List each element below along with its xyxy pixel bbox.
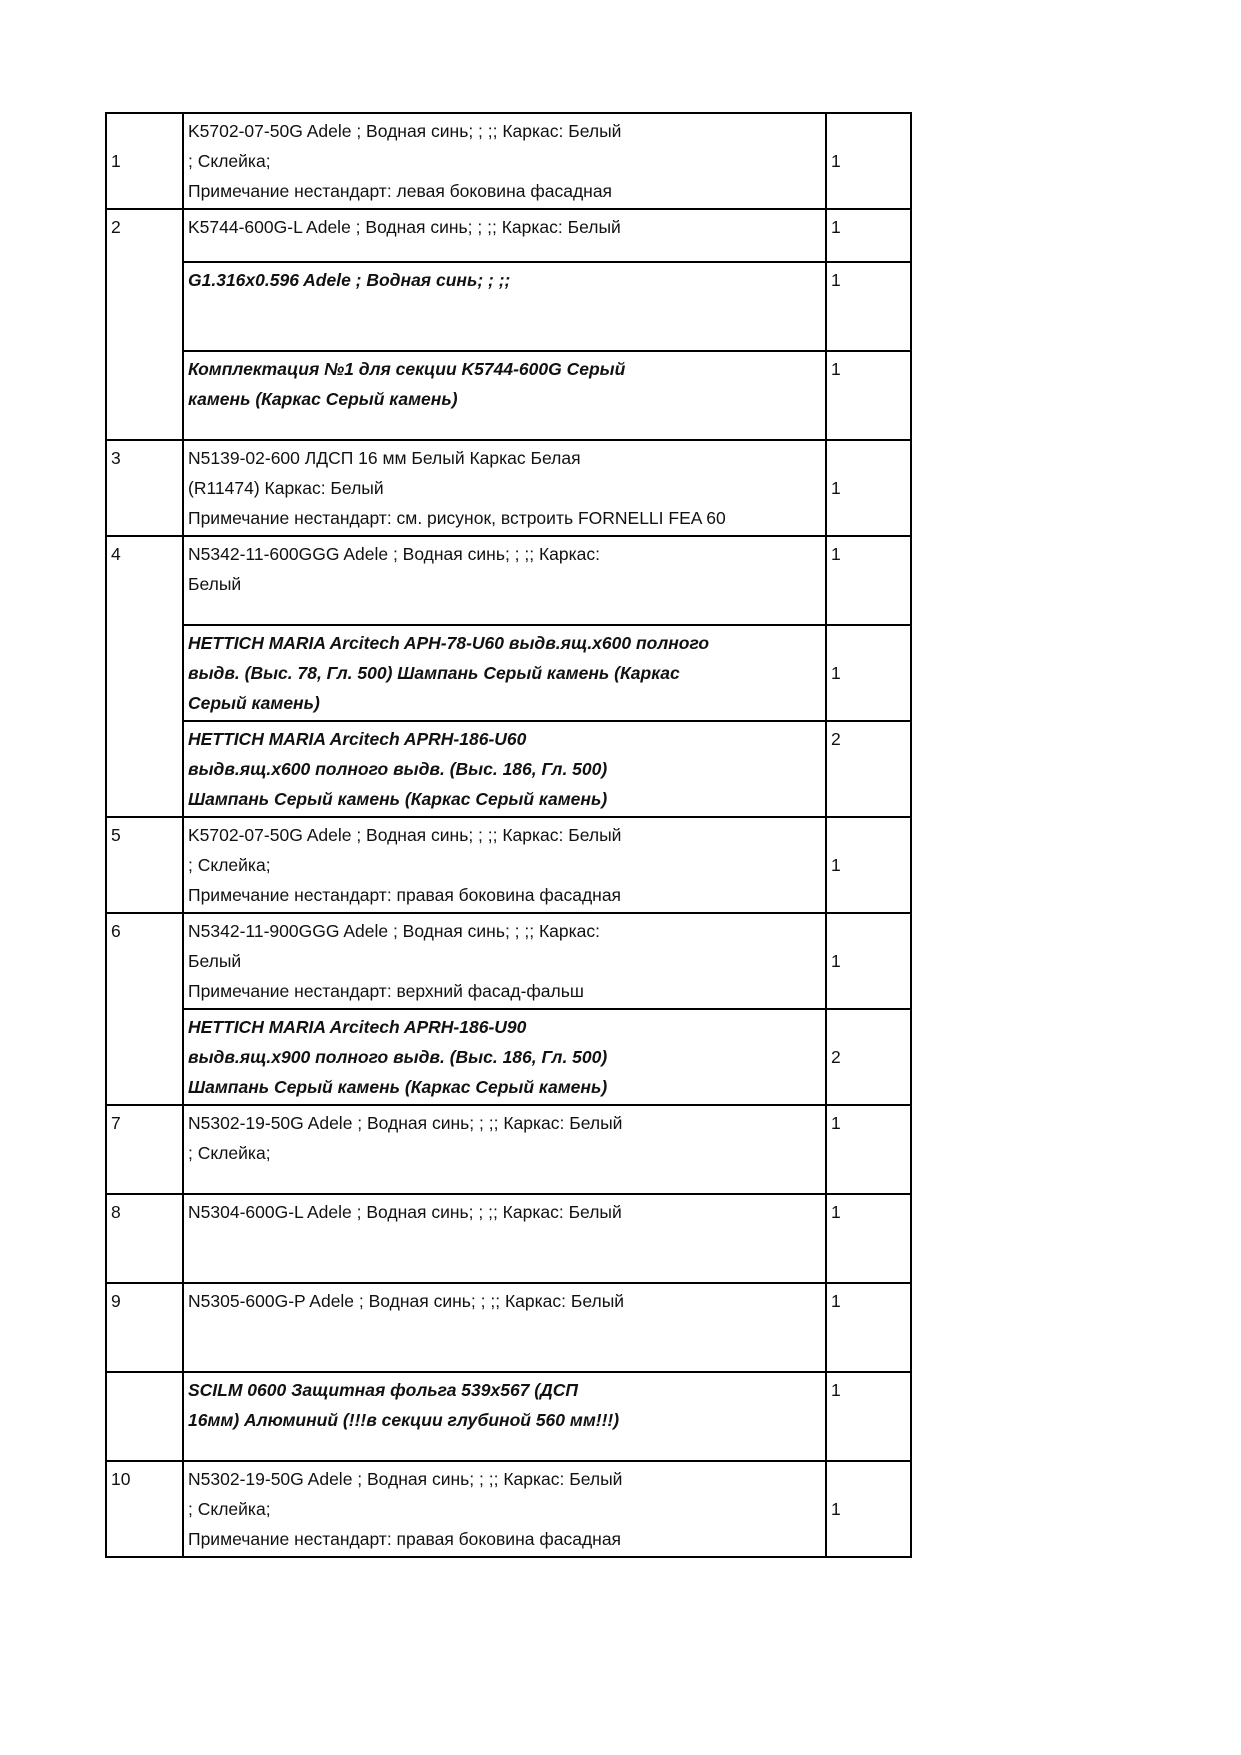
item-quantity: 1 [826, 262, 911, 351]
item-quantity: 1 [826, 209, 911, 262]
item-quantity: 1 [826, 113, 911, 209]
table-row [106, 351, 911, 440]
item-description: N5302-19-50G Adele ; Водная синь; ; ;; Каркас: Белый ; Склейка; [183, 1105, 826, 1194]
item-description: N5302-19-50G Adele ; Водная синь; ; ;; Каркас: Белый ; Склейка; Примечание нестандарт: правая боковина фасадная [183, 1461, 826, 1557]
row-number [106, 1372, 183, 1461]
specification-table [105, 112, 912, 1558]
row-number: 1 [106, 113, 183, 209]
item-quantity: 1 [826, 1105, 911, 1194]
row-number: 9 [106, 1283, 183, 1372]
item-quantity: 2 [826, 1009, 911, 1105]
item-quantity: 1 [826, 913, 911, 1009]
row-number: 3 [106, 440, 183, 536]
item-quantity: 1 [826, 625, 911, 721]
item-quantity: 1 [826, 1194, 911, 1283]
item-quantity: 1 [826, 1283, 911, 1372]
table-row [106, 262, 911, 351]
item-quantity: 1 [826, 440, 911, 536]
item-description: N5304-600G-L Adele ; Водная синь; ; ;; Каркас: Белый [183, 1194, 826, 1283]
row-number: 6 [106, 913, 183, 1105]
table-row [106, 1372, 911, 1461]
item-quantity: 1 [826, 1461, 911, 1557]
row-number: 10 [106, 1461, 183, 1557]
table-row [106, 536, 911, 625]
table-row [106, 113, 911, 209]
row-number: 8 [106, 1194, 183, 1283]
table-row [106, 209, 911, 262]
row-number: 7 [106, 1105, 183, 1194]
row-number: 4 [106, 536, 183, 817]
item-description: HETTICH MARIA Arcitech APH-78-U60 выдв.ящ.x600 полного выдв. (Выс. 78, Гл. 500) Шампань Серый камень (Каркас Серый камень) [183, 625, 826, 721]
item-description: HETTICH MARIA Arcitech APRH-186-U60 выдв.ящ.x600 полного выдв. (Выс. 186, Гл. 500) Шампань Серый камень (Каркас Серый камень) [183, 721, 826, 817]
table-row [106, 817, 911, 913]
table-row [106, 721, 911, 817]
item-description: K5702-07-50G Adele ; Водная синь; ; ;; Каркас: Белый ; Склейка; Примечание нестандарт: левая боковина фасадная [183, 113, 826, 209]
item-quantity: 2 [826, 721, 911, 817]
table-row [106, 1009, 911, 1105]
item-description: SCILM 0600 Защитная фольга 539x567 (ДСП 16мм) Алюминий (!!!в секции глубиной 560 мм!!!) [183, 1372, 826, 1461]
item-quantity: 1 [826, 536, 911, 625]
table-row [106, 1105, 911, 1194]
item-quantity: 1 [826, 817, 911, 913]
item-description: N5342-11-600GGG Adele ; Водная синь; ; ;; Каркас: Белый [183, 536, 826, 625]
row-number: 5 [106, 817, 183, 913]
item-description: K5702-07-50G Adele ; Водная синь; ; ;; Каркас: Белый ; Склейка; Примечание нестандарт: правая боковина фасадная [183, 817, 826, 913]
item-description: G1.316x0.596 Adele ; Водная синь; ; ;; [183, 262, 826, 351]
table-row [106, 913, 911, 1009]
table-row [106, 1194, 911, 1283]
item-description: Комплектация №1 для секции K5744-600G Серый камень (Каркас Серый камень) [183, 351, 826, 440]
item-description: HETTICH MARIA Arcitech APRH-186-U90 выдв.ящ.x900 полного выдв. (Выс. 186, Гл. 500) Шампань Серый камень (Каркас Серый камень) [183, 1009, 826, 1105]
table-row [106, 1283, 911, 1372]
item-description: N5139-02-600 ЛДСП 16 мм Белый Каркас Белая (R11474) Каркас: Белый Примечание нестандарт: см. рисунок, встроить FORNELLI FEA 60 [183, 440, 826, 536]
item-description: N5305-600G-P Adele ; Водная синь; ; ;; Каркас: Белый [183, 1283, 826, 1372]
item-quantity: 1 [826, 1372, 911, 1461]
item-quantity: 1 [826, 351, 911, 440]
table-row [106, 1461, 911, 1557]
row-number: 2 [106, 209, 183, 440]
item-description: K5744-600G-L Adele ; Водная синь; ; ;; Каркас: Белый [183, 209, 826, 262]
item-description: N5342-11-900GGG Adele ; Водная синь; ; ;; Каркас: Белый Примечание нестандарт: верхний фасад-фальш [183, 913, 826, 1009]
table-row [106, 440, 911, 536]
table-row [106, 625, 911, 721]
